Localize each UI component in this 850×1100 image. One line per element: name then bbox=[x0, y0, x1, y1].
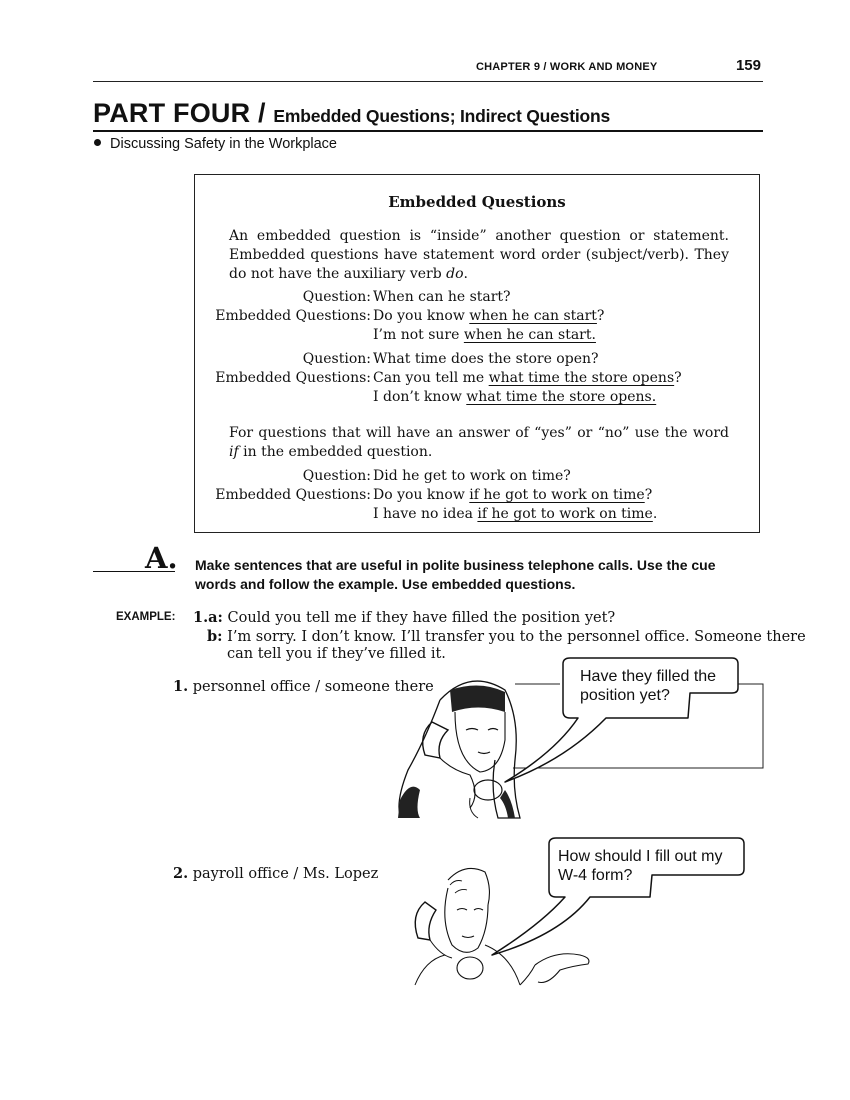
example-a-label: 1.a: bbox=[193, 609, 223, 626]
grammar-box-title: Embedded Questions bbox=[388, 193, 566, 211]
embedded-underlined: if he got to work on time bbox=[477, 506, 653, 522]
exercise-instructions: Make sentences that are useful in polite business telephone calls. Use the cue words and follow the example. Use embedded questions. bbox=[195, 557, 716, 592]
embedded-underlined: when he can start bbox=[469, 308, 597, 324]
item-number: 1. bbox=[173, 678, 189, 695]
embedded-prefix: I’m not sure bbox=[373, 327, 464, 343]
part-title-main: PART FOUR bbox=[93, 98, 251, 128]
embedded-prefix: Do you know bbox=[373, 308, 470, 324]
embedded-suffix: ? bbox=[596, 308, 605, 324]
embedded-underlined: what time the store opens. bbox=[466, 389, 657, 405]
embedded-prefix: I have no idea bbox=[373, 506, 478, 522]
item-number: 2. bbox=[173, 865, 189, 882]
question-text: What time does the store open? bbox=[373, 351, 599, 367]
embedded-label: Embedded Questions: bbox=[215, 487, 371, 503]
embedded-prefix: Can you tell me bbox=[373, 370, 489, 386]
intro-end: . bbox=[463, 266, 468, 282]
embedded-underlined: when he can start. bbox=[463, 327, 596, 343]
embedded-prefix: Do you know bbox=[373, 487, 470, 503]
question-label: Question: bbox=[302, 468, 371, 484]
exercise-letter: A. bbox=[145, 541, 178, 575]
bubble-line: position yet? bbox=[580, 687, 670, 704]
item-cue: payroll office / Ms. Lopez bbox=[192, 866, 379, 882]
embedded-label: Embedded Questions: bbox=[215, 308, 371, 324]
embedded-suffix: ? bbox=[674, 370, 682, 386]
topic-text: Discussing Safety in the Workplace bbox=[110, 136, 338, 152]
bubble-line: W-4 form? bbox=[558, 867, 633, 884]
question-label: Question: bbox=[302, 351, 371, 367]
speech-bubble-2 bbox=[558, 847, 723, 885]
intro-italic: do bbox=[446, 266, 464, 282]
example-b-text: I’m sorry. I don’t know. I’ll transfer you to the personnel office. Someone there bbox=[227, 629, 806, 645]
item-cue: personnel office / someone there bbox=[192, 679, 434, 695]
intro-text: An embedded question is “inside” another question or statement. Embedded questions have statement word order (subject/verb). They do not have the auxiliary verb bbox=[229, 228, 729, 282]
embedded-underlined: what time the store opens bbox=[488, 370, 675, 386]
example-b-label: b: bbox=[207, 628, 223, 645]
embedded-suffix: ? bbox=[644, 487, 653, 503]
page-number: 159 bbox=[735, 57, 761, 74]
question-label: Question: bbox=[302, 289, 371, 305]
embedded-label: Embedded Questions: bbox=[215, 370, 371, 386]
embedded-suffix: . bbox=[652, 506, 658, 522]
note-text: For questions that will have an answer of “yes” or “no” use the word bbox=[229, 425, 729, 441]
note-italic: if bbox=[229, 444, 239, 460]
bubble-line: Have they filled the bbox=[580, 668, 717, 685]
part-title-subtitle: Embedded Questions; Indirect Questions bbox=[273, 106, 611, 126]
question-text: When can he start? bbox=[373, 289, 511, 305]
example-a-text: Could you tell me if they have filled the position yet? bbox=[227, 610, 616, 626]
embedded-underlined: if he got to work on time bbox=[469, 487, 645, 503]
example-line-b-cont: can tell you if they’ve filled it. bbox=[227, 646, 446, 662]
embedded-prefix: I don’t know bbox=[373, 389, 467, 405]
question-text: Did he get to work on time? bbox=[373, 468, 571, 484]
bubble-line: How should I fill out my bbox=[558, 848, 723, 865]
note-end: in the embedded question. bbox=[238, 444, 433, 460]
example-label: EXAMPLE: bbox=[116, 611, 176, 623]
chapter-label: CHAPTER 9 / WORK AND MONEY bbox=[476, 61, 658, 73]
part-title-separator: / bbox=[250, 98, 274, 128]
